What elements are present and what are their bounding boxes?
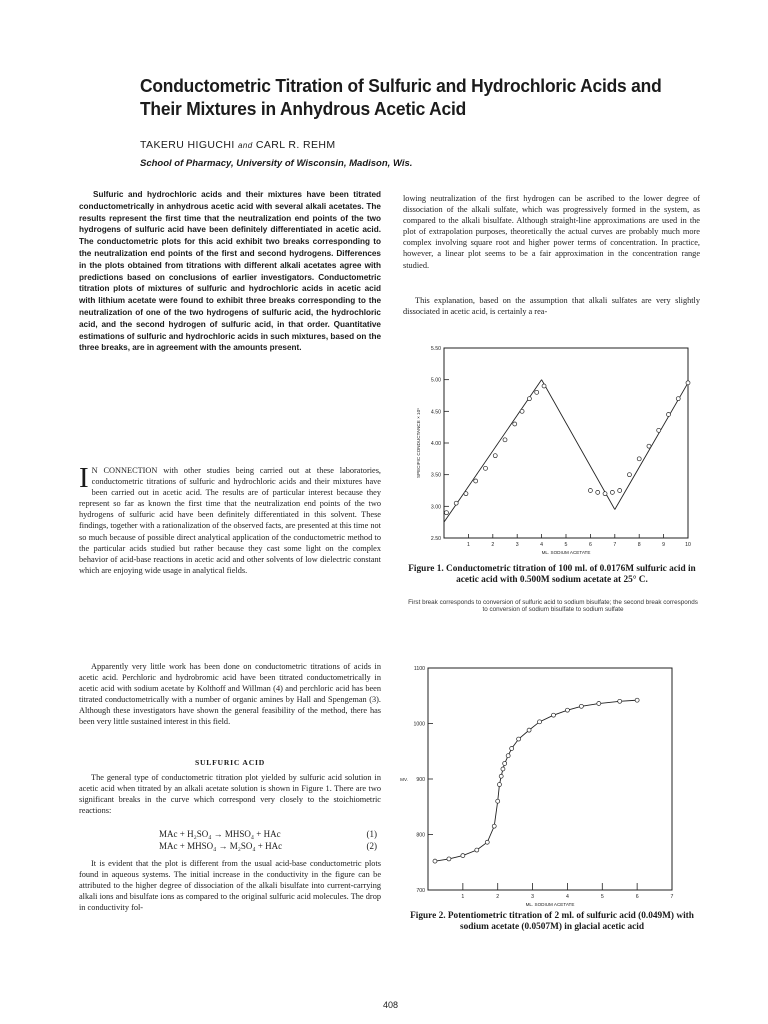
y-tick-label: 4.00 [430, 441, 441, 447]
paragraph-conductivity: It is evident that the plot is different from the usual acid-base conductometric plots found in aqueous systems. The initial increase in the conductivity in the figure can be attributed to the higher degree of dissociation of the alkali bisulfate into current-carrying alkali ions and bisulfate ions as compared to the original sulfuric acid molecules. The drop in conductivity fol- [79, 859, 381, 913]
data-point [657, 428, 661, 432]
data-point [474, 479, 478, 483]
data-point [492, 824, 496, 828]
fit-line [444, 380, 542, 523]
x-tick-label: 7 [613, 542, 617, 548]
drop-cap: I [79, 462, 89, 494]
data-point [666, 413, 670, 417]
data-point [493, 454, 497, 458]
authors [140, 139, 336, 151]
data-point [517, 737, 521, 741]
data-point [647, 444, 651, 448]
x-tick-label: 6 [588, 542, 592, 548]
equation-number: (1) [366, 829, 377, 839]
y-tick-label: 3.00 [430, 504, 441, 511]
y-axis-label: MV. [400, 777, 408, 782]
data-point [597, 702, 601, 706]
x-tick-label: 5 [564, 542, 568, 548]
data-point [579, 704, 583, 708]
y-tick-label: 5.00 [430, 377, 441, 384]
data-point [444, 511, 448, 515]
y-tick-label: 800 [416, 832, 425, 839]
data-point [618, 489, 622, 493]
data-point [454, 501, 458, 505]
figure-1-chart [404, 340, 704, 562]
data-point [503, 761, 507, 765]
data-point [475, 848, 479, 852]
data-point [635, 698, 639, 702]
x-tick-label: 3 [531, 894, 535, 900]
y-tick-label: 1100 [413, 666, 425, 672]
data-point [527, 397, 531, 401]
y-axis-label: SPECIFIC CONDUCTANCE × 10⁶ [416, 407, 421, 479]
titration-curve [435, 700, 637, 861]
data-point [603, 492, 607, 496]
y-tick-label: 1000 [413, 721, 425, 728]
data-point [506, 754, 510, 758]
x-axis-label: ML. SODIUM ACETATE [541, 550, 591, 555]
data-point [497, 783, 501, 787]
equation-number: (2) [366, 841, 377, 851]
page-number: 408 [383, 1000, 399, 1010]
data-point [510, 746, 514, 750]
x-tick-label: 10 [685, 542, 691, 548]
fit-line [615, 383, 688, 510]
x-tick-label: 1 [461, 894, 465, 900]
data-point [447, 857, 451, 861]
paragraph-prior-work: Apparently very little work has been done on conductometric titrations of acids in acetic acid. Perchloric and hydrobromic acid have been titrated conductometrically in acetic acid with sodium acetate by Kolthoff and Willman (4) and perchloric acid has been titrated conductometrically with a number of organic amines by Hall and Spengeman (3). Although these investigators have shown the general feasibility of the method, there has been very little sustained interest in this field. [79, 662, 381, 727]
data-point [499, 774, 503, 778]
x-tick-label: 1 [466, 542, 470, 548]
data-point [676, 397, 680, 401]
data-point [503, 438, 507, 442]
y-tick-label: 700 [416, 888, 425, 894]
abstract: Sulfuric and hydrochloric acids and their mixtures have been titrated conductometrically in anhydrous acetic acid with several alkali acetates. The results represent the first time that the neutralization end points of the two hydrogens of sulfuric acid have been definitely differentiated in acetic acid. The conductometric plots for this acid exhibit two breaks corresponding to the neutralization end points of the first and second hydrogens. Differences in the plots obtained from titrations with different alkali acetates agree with predictions based on conclusions of earlier investigators. Conductometric titration plots of mixtures of sulfuric and hydrochloric acids in acetic acid with lithium acetate were found to exhibit three breaks corresponding to the neutralization of one of the two hydrogens of sulfuric acid, the hydrochloric acid, and the second hydrogen of sulfuric acid, in that order. Quantitative estimations of sulfuric and hydrochloric acids in such mixtures, based on the three breaks, are in agreement with the amounts present. [79, 190, 381, 353]
author-rehm: CARL R. REHM [255, 139, 336, 151]
data-point [520, 409, 524, 413]
x-tick-label: 4 [565, 894, 569, 900]
data-point [538, 720, 542, 724]
x-tick-label: 2 [496, 894, 500, 900]
data-point [535, 390, 539, 394]
x-tick-label: 6 [635, 894, 639, 900]
data-point [551, 713, 555, 717]
data-point [618, 699, 622, 703]
author-higuchi: TAKERU HIGUCHI [140, 139, 235, 151]
x-axis-label: ML. SODIUM ACETATE [525, 902, 575, 907]
x-tick-label: 9 [662, 542, 666, 548]
data-point [610, 490, 614, 494]
x-tick-label: 2 [491, 542, 495, 548]
data-point [542, 384, 546, 388]
figure-1-caption: Figure 1. Conductometric titration of 100 ml. of 0.0176M sulfuric acid in acetic acid with 0.500M sodium acetate at 25° C. [408, 564, 696, 585]
intro-paragraph [79, 462, 381, 576]
y-tick-label: 2.50 [430, 536, 441, 542]
data-point [464, 492, 468, 496]
data-point [588, 489, 592, 493]
y-tick-label: 3.50 [430, 472, 441, 479]
data-point [496, 799, 500, 803]
fit-line [542, 380, 615, 510]
data-point [627, 473, 631, 477]
x-tick-label: 7 [670, 894, 674, 900]
data-point [686, 381, 690, 385]
article-title: Conductometric Titration of Sulfuric and Hydrochloric Acids and Their Mixtures in Anhydrous Acetic Acid [140, 75, 662, 119]
equation-text: MAc + MHSO₄ → M₂SO₄ + HAc [159, 841, 283, 851]
paragraph-sulfuric: The general type of conductometric titration plot yielded by sulfuric acid solution in acetic acid when titrated by an alkali acetate solution is shown in Figure 1. There are two significant breaks in the curve which correspond very closely to the stoichiometric reactions: [79, 773, 381, 816]
data-point [501, 767, 505, 771]
figure-2-chart [400, 660, 704, 910]
data-point [483, 466, 487, 470]
figure-1-note: First break corresponds to conversion of sulfuric acid to sodium bisulfate; the second break corresponds to conversion of sodium bisulfate to sodium sulfate [408, 599, 698, 614]
intro-body: N CONNECTION with other studies being carried out at these laboratories, conductometric titrations of sulfuric and hydrochloric acids and their mixtures have been carried out in acetic acid. The results are of particular interest because they represent so far as known the first time that the neutralization end points of the two hydrogens of sulfuric acid have been definitely differentiated in this solvent. These findings, together with a rationalization of the observed facts, are presented at this time not so much because of possible direct analytical application of the conductometric method to the particular acids studied but rather because they cast some light on the complex behavior of acid-base reactions in acetic acid and other solvents of low dielectric constant which are enjoying wide usage in analytical fields. [79, 466, 381, 575]
x-tick-label: 8 [637, 542, 641, 548]
x-tick-label: 4 [540, 542, 544, 548]
author-conjunction: and [238, 141, 253, 150]
equations [79, 828, 381, 854]
plot-frame [444, 348, 688, 538]
y-tick-label: 5.50 [430, 346, 441, 352]
y-tick-label: 4.50 [430, 409, 441, 416]
equation-text: MAc + H₂SO₄ → MHSO₄ + HAc [159, 829, 281, 839]
data-point [637, 457, 641, 461]
figure-2-caption: Figure 2. Potentiometric titration of 2 ml. of sulfuric acid (0.049M) with sodium acetate (0.0507M) in glacial acetic acid [410, 911, 694, 932]
intro-text [79, 462, 381, 576]
data-point [513, 422, 517, 426]
data-point [461, 854, 465, 858]
x-tick-label: 5 [600, 894, 604, 900]
data-point [485, 840, 489, 844]
y-tick-label: 900 [416, 777, 425, 783]
data-point [433, 859, 437, 863]
paragraph-right-1: lowing neutralization of the first hydrogen can be ascribed to the lower degree of dissociation of the alkali sulfate, which was progressively formed in the system, as compared to the alkali bisulfate. Although straight-line approximations are used in the plot of extrapolation purposes, theoretically the actual curves are probably much more complex involving square root and higher power terms of concentration. In practice, however, a linear plot seems to be a fair approximation in the concentration range studied. [403, 194, 700, 270]
affiliation: School of Pharmacy, University of Wisconsin, Madison, Wis. [140, 158, 413, 169]
data-point [596, 490, 600, 494]
paragraph-right-2: This explanation, based on the assumption that alkali sulfates are very slightly dissociated in acetic acid, is certainly a rea- [403, 296, 700, 317]
data-point [527, 728, 531, 732]
x-tick-label: 3 [515, 542, 519, 548]
data-point [565, 708, 569, 712]
section-heading: SULFURIC ACID [194, 758, 266, 767]
